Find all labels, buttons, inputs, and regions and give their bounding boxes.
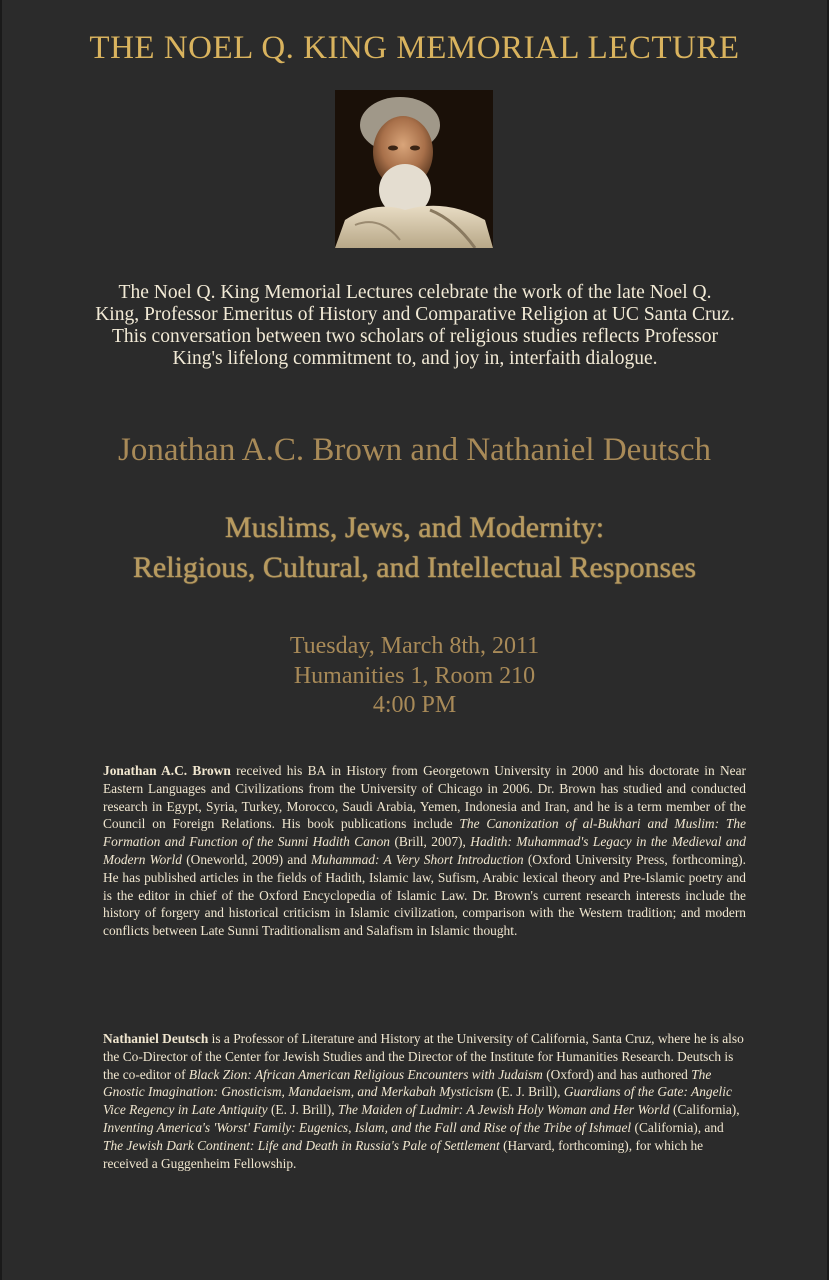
- bio-brown-text: (Oneworld, 2009) and: [181, 851, 312, 867]
- intro-paragraph: The Noel Q. King Memorial Lectures celebrate the work of the late Noel Q. King, Professor Emeritus of History and Comparative Religion at UC Santa Cruz. This conversation between two scholars of religious studies reflects Professor King's lifelong commitment to, and joy in, interfaith dialogue.: [95, 282, 735, 369]
- book-title: Hadith: Muhammad's Legacy in the Medieval and Modern World: [103, 834, 746, 867]
- book-title: Inventing America's 'Worst' Family: Eugenics, Islam, and the Fall and Rise of the Tribe of Ishmael: [103, 1119, 632, 1135]
- portrait-photo: [335, 90, 493, 248]
- event-time: 4:00 PM: [372, 692, 457, 718]
- bio-deutsch-text: (Harvard, forthcoming), for which he received a Guggenheim Fellowship.: [103, 1137, 704, 1171]
- bio-deutsch-text: (California), and: [631, 1119, 724, 1135]
- bio-deutsch-text: (California),: [669, 1102, 740, 1118]
- lecture-title-line-2: Religious, Cultural, and Intellectual Responses: [132, 551, 697, 584]
- bio-brown-name: Jonathan A.C. Brown: [103, 763, 231, 778]
- lecture-title-line-1: Muslims, Jews, and Modernity:: [224, 511, 605, 544]
- bio-deutsch-text: (E. J. Brill),: [267, 1102, 338, 1118]
- bio-brown-text: (Oxford University Press, forthcoming). He has published articles in the fields of Hadith, Islamic law, Sufism, Arabic lexical theory and Pre-Islamic poetry and is the editor in chief of the Oxford Encyclopedia of Islamic Law. Dr. Brown's current research interests include the history of forgery and historical criticism in Islamic civilization, comparison with the Western tradition; and modern conflicts between Late Sunni Traditionalism and Salafism in Islamic thought.: [103, 851, 746, 939]
- bio-deutsch: [103, 1030, 746, 1172]
- book-title: The Gnostic Imagination: Gnosticism, Mandaeism, and Merkabah Mysticism: [103, 1066, 712, 1100]
- bio-deutsch-text: (E. J. Brill),: [493, 1084, 564, 1100]
- bio-deutsch-text: is a Professor of Literature and History at the University of California, Santa Cruz, where he is also the Co-Director of the Center for Jewish Studies and the Director of the Institute for Humanities Research. Deutsch is the co-editor of: [103, 1031, 744, 1082]
- event-date: Tuesday, March 8th, 2011: [289, 633, 540, 659]
- book-title: Black Zion: African American Religious Encounters with Judaism: [188, 1066, 543, 1082]
- book-title: Muhammad: A Very Short Introduction: [311, 851, 524, 867]
- event-location: Humanities 1, Room 210: [293, 662, 536, 689]
- poster-title: THE NOEL Q. KING MEMORIAL LECTURE: [89, 30, 740, 66]
- book-title: The Canonization of al-Bukhari and Muslim: The Formation and Function of the Sunni Hadith Canon: [103, 816, 746, 850]
- event-details: [0, 632, 829, 721]
- bio-brown-text: received his BA in History from Georgetown University in 2000 and his doctorate in Near Eastern Languages and Civilizations from the University of Chicago in 2006. Dr. Brown has studied and conducted research in Egypt, Syria, Turkey, Morocco, Saudi Arabia, Yemen, Indonesia and Iran, and he is a term member of the Council on Foreign Relations. His book publications include: [103, 763, 746, 832]
- bio-brown: [103, 762, 746, 940]
- bio-brown-text: (Brill, 2007),: [390, 834, 471, 850]
- speakers-heading: Jonathan A.C. Brown and Nathaniel Deutsch: [118, 432, 711, 468]
- portrait-illustration: [335, 90, 493, 248]
- book-title: The Maiden of Ludmir: A Jewish Holy Woman and Her World: [337, 1102, 670, 1118]
- book-title: Guardians of the Gate: Angelic Vice Regency in Late Antiquity: [103, 1084, 732, 1118]
- bio-deutsch-name: Nathaniel Deutsch: [103, 1031, 209, 1046]
- bio-deutsch-text: (Oxford) and has authored: [542, 1066, 692, 1082]
- book-title: The Jewish Dark Continent: Life and Death in Russia's Pale of Settlement: [103, 1137, 500, 1153]
- lecture-title: [0, 508, 829, 588]
